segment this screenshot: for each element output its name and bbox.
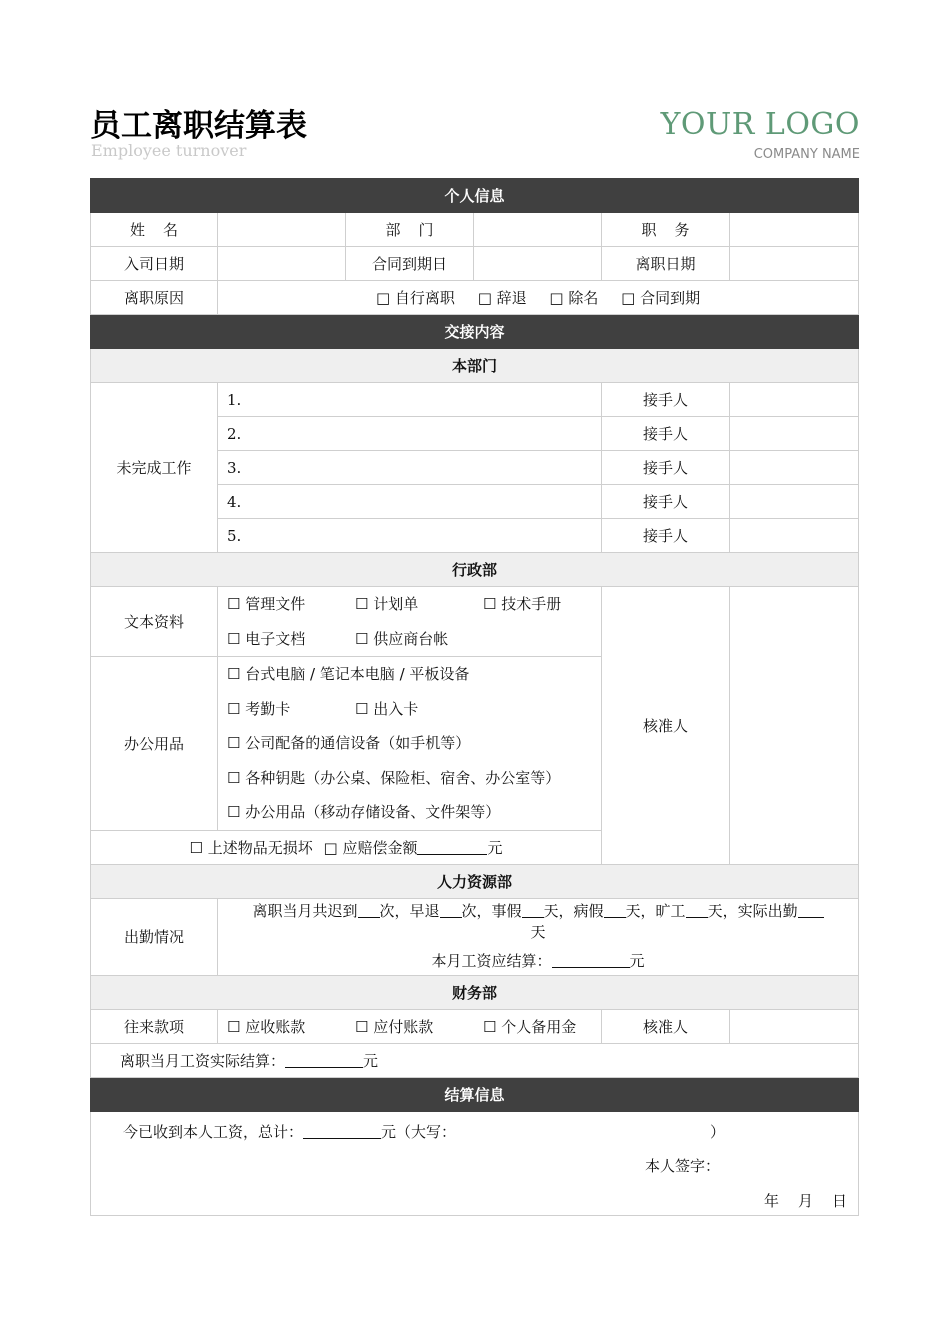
receiver-field-4[interactable] — [730, 485, 859, 519]
attendance-label: 出勤情况 — [91, 898, 218, 975]
office-access-card-checkbox[interactable]: ☐ 出入卡 — [355, 699, 419, 718]
late-count-field[interactable] — [358, 903, 380, 918]
personal-leave-field[interactable] — [522, 903, 544, 918]
position-label: 职务 — [602, 213, 730, 247]
section-handover: 交接内容 — [91, 315, 859, 349]
office-storage-checkbox[interactable]: ☐ 办公用品（移动存储设备、文件架等） — [227, 803, 501, 821]
receivable-checkbox[interactable]: ☐ 应收账款 — [227, 1017, 306, 1036]
receiver-label: 接手人 — [602, 417, 730, 451]
office-computer-checkbox[interactable]: ☐ 台式电脑 / 笔记本电脑 / 平板设备 — [227, 665, 470, 683]
final-salary-row: 离职当月工资实际结算： 元 — [91, 1043, 859, 1077]
settlement-block — [91, 1111, 859, 1215]
company-name: COMPANY NAME — [753, 147, 860, 162]
department-field[interactable] — [474, 213, 602, 247]
name-label: 姓名 — [91, 213, 218, 247]
signature-label[interactable]: 本人签字： — [645, 1156, 721, 1175]
documents-label: 文本资料 — [91, 587, 218, 657]
receiver-field-2[interactable] — [730, 417, 859, 451]
absence-field[interactable] — [686, 903, 708, 918]
payable-checkbox[interactable]: ☐ 应付账款 — [355, 1017, 434, 1036]
salary-due-field[interactable] — [552, 953, 630, 968]
receiver-label: 接手人 — [602, 451, 730, 485]
reason-voluntary-checkbox[interactable]: □ 自行离职 — [375, 289, 455, 307]
damage-row — [91, 830, 602, 864]
subsection-finance: 财务部 — [91, 975, 859, 1009]
contract-end-field[interactable] — [474, 247, 602, 281]
form-title: 员工离职结算表 — [90, 108, 307, 144]
reason-dismissed-checkbox[interactable]: □ 辞退 — [477, 289, 527, 307]
petty-cash-checkbox[interactable]: ☐ 个人备用金 — [483, 1017, 577, 1036]
name-field[interactable] — [218, 213, 346, 247]
office-phone-checkbox[interactable]: ☐ 公司配备的通信设备（如手机等） — [227, 734, 471, 752]
unfinished-item-2[interactable]: 2. — [218, 417, 602, 451]
sick-leave-field[interactable] — [604, 903, 626, 918]
received-amount-field[interactable] — [303, 1124, 381, 1139]
leave-reason-options — [218, 281, 859, 315]
subsection-own-dept: 本部门 — [91, 349, 859, 383]
doc-supplier-checkbox[interactable]: ☐ 供应商台帐 — [355, 629, 449, 648]
receiver-label: 接手人 — [602, 383, 730, 417]
unfinished-item-3[interactable]: 3. — [218, 451, 602, 485]
subsection-admin: 行政部 — [91, 553, 859, 587]
settlement-form-table — [90, 178, 859, 1216]
section-personal-info: 个人信息 — [91, 179, 859, 213]
final-salary-field[interactable] — [285, 1053, 363, 1068]
actual-attendance-field[interactable] — [798, 903, 824, 918]
join-date-label: 入司日期 — [91, 247, 218, 281]
leave-reason-label: 离职原因 — [91, 281, 218, 315]
doc-electronic-checkbox[interactable]: ☐ 电子文档 — [227, 629, 306, 648]
department-label: 部门 — [346, 213, 474, 247]
accounts-label: 往来款项 — [91, 1009, 218, 1043]
leave-date-label: 离职日期 — [602, 247, 730, 281]
admin-approver-field[interactable] — [730, 587, 859, 865]
compensation-checkbox[interactable]: □ 应赔偿金额 — [323, 838, 418, 857]
receiver-field-3[interactable] — [730, 451, 859, 485]
unfinished-item-1[interactable]: 1. — [218, 383, 602, 417]
signature-date[interactable]: 年 月 日 — [764, 1191, 848, 1210]
unfinished-item-4[interactable]: 4. — [218, 485, 602, 519]
received-line: 今已收到本人工资，总计： 元（大写： ） — [123, 1122, 726, 1141]
leave-date-field[interactable] — [730, 247, 859, 281]
early-leave-field[interactable] — [440, 903, 462, 918]
office-supplies-label: 办公用品 — [91, 657, 218, 831]
receiver-label: 接手人 — [602, 519, 730, 553]
office-attendance-card-checkbox[interactable]: ☐ 考勤卡 — [227, 699, 291, 718]
contract-end-label: 合同到期日 — [346, 247, 474, 281]
unfinished-item-5[interactable]: 5. — [218, 519, 602, 553]
office-supplies-checklist — [218, 657, 602, 831]
form-subtitle: Employee turnover — [91, 141, 247, 160]
reason-removed-checkbox[interactable]: □ 除名 — [549, 289, 599, 307]
documents-checklist — [218, 587, 602, 657]
subsection-hr: 人力资源部 — [91, 864, 859, 898]
compensation-amount-field[interactable] — [417, 840, 487, 855]
unfinished-work-label: 未完成工作 — [91, 383, 218, 553]
receiver-field-5[interactable] — [730, 519, 859, 553]
finance-approver-label: 核准人 — [602, 1009, 730, 1043]
admin-approver-label: 核准人 — [602, 587, 730, 865]
office-keys-checkbox[interactable]: ☐ 各种钥匙（办公桌、保险柜、宿舍、办公室等） — [227, 768, 561, 787]
doc-management-checkbox[interactable]: ☐ 管理文件 — [227, 595, 306, 613]
receiver-field-1[interactable] — [730, 383, 859, 417]
doc-plan-checkbox[interactable]: ☐ 计划单 — [355, 595, 419, 613]
receiver-label: 接手人 — [602, 485, 730, 519]
finance-approver-field[interactable] — [730, 1009, 859, 1043]
section-settlement: 结算信息 — [91, 1077, 859, 1111]
attendance-details: 离职当月共迟到 次，早退 次，事假 天，病假 天，旷工 天，实际出勤 天 本月工资应结算： 元 — [218, 898, 859, 975]
join-date-field[interactable] — [218, 247, 346, 281]
compensation-unit: 元 — [487, 838, 503, 857]
no-damage-checkbox[interactable]: ☐ 上述物品无损坏 — [189, 838, 313, 857]
reason-contract-expired-checkbox[interactable]: □ 合同到期 — [621, 289, 701, 307]
accounts-checklist — [218, 1009, 602, 1043]
position-field[interactable] — [730, 213, 859, 247]
logo-text: YOUR LOGO — [660, 107, 860, 142]
salary-due-label: 本月工资应结算： — [431, 952, 552, 970]
final-salary-label: 离职当月工资实际结算： — [120, 1051, 286, 1070]
doc-manual-checkbox[interactable]: ☐ 技术手册 — [483, 595, 562, 613]
